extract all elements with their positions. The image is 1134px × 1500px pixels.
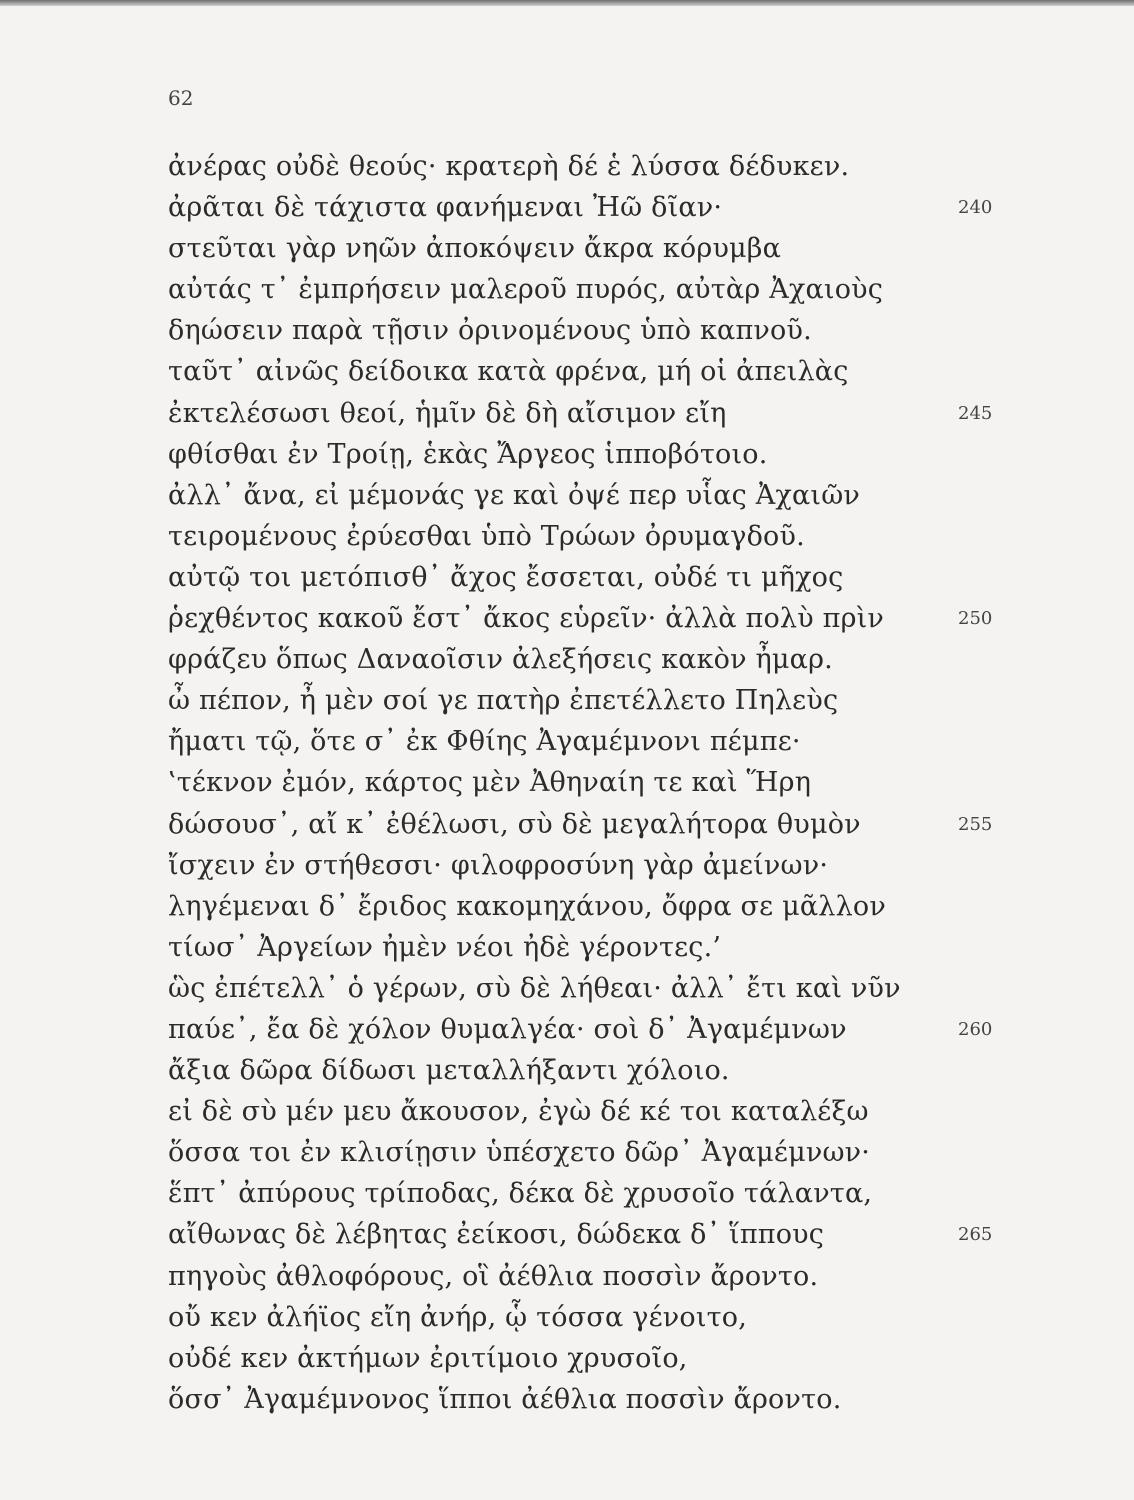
verse-line bbox=[168, 886, 998, 927]
verse-line bbox=[168, 351, 998, 392]
verse-text: οὔ κεν ἀλήϊος εἴη ἀνήρ, ᾧ τόσσα γένοιτο, bbox=[168, 1301, 747, 1333]
verse-line bbox=[168, 1173, 998, 1214]
verse-text: πηγοὺς ἀθλοφόρους, οἳ ἀέθλια ποσσὶν ἄροντο. bbox=[168, 1260, 819, 1292]
verse-text: ῥεχθέντος κακοῦ ἔστ᾿ ἄκος εὑρεῖν· ἀλλὰ πολὺ πρὶν bbox=[168, 603, 885, 635]
verse-text: παύε᾿, ἔα δὲ χόλον θυμαλγέα· σοὶ δ᾿ Ἀγαμέμνων bbox=[168, 1013, 847, 1045]
page-number: 62 bbox=[168, 86, 194, 110]
verse-text: ὅσσα τοι ἐν κλισίῃσιν ὑπέσχετο δῶρ᾿ Ἀγαμέμνων· bbox=[168, 1137, 871, 1169]
verse-text: δώσουσ᾿, αἴ κ᾿ ἐθέλωσι, σὺ δὲ μεγαλήτορα θυμὸν bbox=[168, 808, 861, 840]
verse-line bbox=[168, 146, 998, 187]
verse-text: ἤματι τῷ, ὅτε σ᾿ ἐκ Φθίης Ἀγαμέμνονι πέμπε· bbox=[168, 726, 801, 758]
verse-line bbox=[168, 1091, 998, 1132]
verse-line bbox=[168, 434, 998, 475]
verse-block bbox=[168, 146, 998, 1420]
verse-line bbox=[168, 1132, 998, 1173]
verse-line bbox=[168, 927, 998, 968]
verse-text: τειρομένους ἐρύεσθαι ὑπὸ Τρώων ὀρυμαγδοῦ. bbox=[168, 520, 805, 552]
verse-line bbox=[168, 1256, 998, 1297]
verse-text: ὅσσ᾿ Ἀγαμέμνονος ἵπποι ἀέθλια ποσσὶν ἄροντο. bbox=[168, 1383, 842, 1415]
verse-text: αὐτῷ τοι μετόπισθ᾿ ἄχος ἔσσεται, οὐδέ τι μῆχος bbox=[168, 561, 844, 593]
verse-line bbox=[168, 557, 998, 598]
verse-text: δηώσειν παρὰ τῇσιν ὀρινομένους ὑπὸ καπνοῦ. bbox=[168, 315, 812, 347]
verse-text: οὐδέ κεν ἀκτήμων ἐριτίμοιο χρυσοῖο, bbox=[168, 1342, 688, 1374]
verse-text: ‛τέκνον ἐμόν, κάρτος μὲν Ἀθηναίη τε καὶ Ἥρη bbox=[168, 767, 812, 799]
line-number: 245 bbox=[958, 402, 993, 424]
line-number: 260 bbox=[958, 1018, 993, 1040]
verse-line bbox=[168, 516, 998, 557]
verse-line bbox=[168, 228, 998, 269]
verse-line bbox=[168, 187, 998, 228]
line-number: 255 bbox=[958, 813, 993, 835]
verse-text: αὐτάς τ᾿ ἐμπρήσειν μαλεροῦ πυρός, αὐτὰρ Ἀχαιοὺς bbox=[168, 274, 884, 306]
verse-line bbox=[168, 1379, 998, 1420]
verse-line bbox=[168, 721, 998, 762]
verse-line bbox=[168, 1338, 998, 1379]
verse-line bbox=[168, 393, 998, 434]
line-number: 250 bbox=[958, 608, 993, 630]
verse-line bbox=[168, 804, 998, 845]
line-number: 265 bbox=[958, 1224, 993, 1246]
verse-line bbox=[168, 310, 998, 351]
verse-text: ὣς ἐπέτελλ᾿ ὁ γέρων, σὺ δὲ λήθεαι· ἀλλ᾿ ἔτι καὶ νῦν bbox=[168, 972, 901, 1004]
verse-text: ἀρᾶται δὲ τάχιστα φανήμεναι Ἠῶ δῖαν· bbox=[168, 192, 723, 224]
verse-text: ταῦτ᾿ αἰνῶς δείδοικα κατὰ φρένα, μή οἱ ἀπειλὰς bbox=[168, 356, 849, 388]
verse-text: ἀνέρας οὐδὲ θεούς· κρατερὴ δέ ἑ λύσσα δέδυκεν. bbox=[168, 151, 850, 182]
verse-text: εἰ δὲ σὺ μέν μευ ἄκουσον, ἐγὼ δέ κέ τοι καταλέξω bbox=[168, 1096, 869, 1128]
verse-line bbox=[168, 269, 998, 310]
verse-line bbox=[168, 1214, 998, 1255]
verse-text: ἀλλ᾿ ἄνα, εἰ μέμονάς γε καὶ ὀψέ περ υἷας Ἀχαιῶν bbox=[168, 479, 861, 511]
verse-text: ὦ πέπον, ἦ μὲν σοί γε πατὴρ ἐπετέλλετο Πηλεὺς bbox=[168, 685, 839, 717]
verse-text: ἄξια δῶρα δίδωσι μεταλλήξαντι χόλοιο. bbox=[168, 1055, 730, 1087]
verse-line bbox=[168, 598, 998, 639]
verse-text: ἕπτ᾿ ἀπύρους τρίποδας, δέκα δὲ χρυσοῖο τάλαντα, bbox=[168, 1178, 873, 1210]
verse-line bbox=[168, 475, 998, 516]
verse-line bbox=[168, 968, 998, 1009]
verse-line bbox=[168, 1050, 998, 1091]
verse-text: φράζευ ὅπως Δαναοῖσιν ἀλεξήσεις κακὸν ἦμαρ. bbox=[168, 644, 833, 676]
verse-line bbox=[168, 680, 998, 721]
verse-line bbox=[168, 845, 998, 886]
line-number: 240 bbox=[958, 197, 993, 219]
verse-text: τίωσ᾿ Ἀργείων ἠμὲν νέοι ἠδὲ γέροντες.’ bbox=[168, 931, 722, 963]
page-top-edge bbox=[0, 0, 1134, 6]
verse-line bbox=[168, 1297, 998, 1338]
verse-line bbox=[168, 762, 998, 803]
verse-line bbox=[168, 1009, 998, 1050]
verse-text: αἴθωνας δὲ λέβητας ἐείκοσι, δώδεκα δ᾿ ἵππους bbox=[168, 1219, 825, 1251]
verse-text: ἐκτελέσωσι θεοί, ἡμῖν δὲ δὴ αἴσιμον εἴη bbox=[168, 397, 727, 429]
verse-text: φθίσθαι ἐν Τροίῃ, ἑκὰς Ἄργεος ἱπποβότοιο. bbox=[168, 438, 768, 470]
verse-text: στεῦται γὰρ νηῶν ἀποκόψειν ἄκρα κόρυμβα bbox=[168, 233, 782, 265]
verse-text: ληγέμεναι δ᾿ ἔριδος κακομηχάνου, ὄφρα σε μᾶλλον bbox=[168, 890, 886, 922]
verse-text: ἴσχειν ἐν στήθεσσι· φιλοφροσύνη γὰρ ἀμείνων· bbox=[168, 849, 829, 881]
verse-line bbox=[168, 639, 998, 680]
